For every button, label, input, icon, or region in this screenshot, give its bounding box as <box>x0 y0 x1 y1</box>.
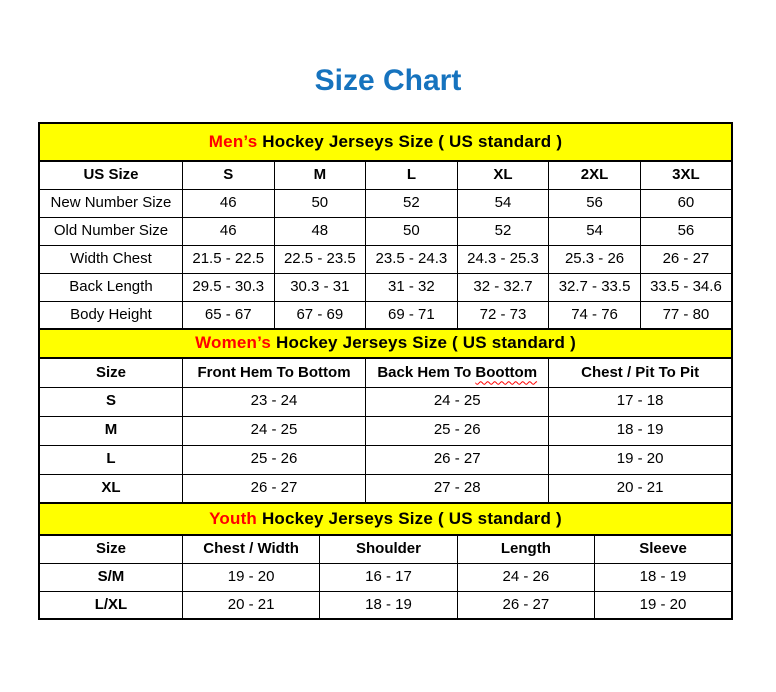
row-label: L/XL <box>39 591 182 619</box>
size-value-cell: 27 - 28 <box>366 474 549 503</box>
size-chart-tables <box>38 122 733 620</box>
size-value-cell: 24 - 25 <box>366 387 549 416</box>
size-value-cell: 25 - 26 <box>182 445 365 474</box>
size-value-cell: 31 - 32 <box>366 273 458 301</box>
table-row <box>39 416 732 445</box>
column-header: Back Hem To Boottom <box>366 358 549 387</box>
size-value-cell: 20 - 21 <box>549 474 732 503</box>
size-value-cell: 24.3 - 25.3 <box>457 245 549 273</box>
size-value-cell: 24 - 26 <box>457 563 594 591</box>
size-value-cell: 18 - 19 <box>595 563 732 591</box>
heading-highlight: Youth <box>209 508 258 528</box>
size-value-cell: 24 - 25 <box>182 416 365 445</box>
size-value-cell: 56 <box>640 217 732 245</box>
size-value-cell: 54 <box>549 217 641 245</box>
size-value-cell: 18 - 19 <box>320 591 457 619</box>
page-title: Size Chart <box>314 64 462 97</box>
size-value-cell: 54 <box>457 189 549 217</box>
row-label: XL <box>39 474 182 503</box>
size-value-cell: 18 - 19 <box>549 416 732 445</box>
size-value-cell: 52 <box>366 189 458 217</box>
size-value-cell: 26 - 27 <box>640 245 732 273</box>
size-value-cell: 19 - 20 <box>549 445 732 474</box>
size-value-cell: 33.5 - 34.6 <box>640 273 732 301</box>
size-value-cell: 16 - 17 <box>320 563 457 591</box>
size-value-cell: 67 - 69 <box>274 301 366 329</box>
column-header: 3XL <box>640 161 732 189</box>
row-label: Back Length <box>39 273 182 301</box>
table-row <box>39 273 732 301</box>
column-header: Size <box>39 358 182 387</box>
youth-section-heading: Youth Hockey Jerseys Size ( US standard ) <box>39 503 732 535</box>
size-value-cell: 26 - 27 <box>182 474 365 503</box>
table-row <box>39 189 732 217</box>
row-label: New Number Size <box>39 189 182 217</box>
size-value-cell: 23.5 - 24.3 <box>366 245 458 273</box>
size-value-cell: 25.3 - 26 <box>549 245 641 273</box>
row-label: Old Number Size <box>39 217 182 245</box>
column-header: Sleeve <box>595 535 732 563</box>
size-value-cell: 56 <box>549 189 641 217</box>
table-row <box>39 474 732 503</box>
mens-section-heading: Men’s Hockey Jerseys Size ( US standard ) <box>39 123 732 161</box>
size-value-cell: 48 <box>274 217 366 245</box>
table-row <box>39 563 732 591</box>
size-value-cell: 29.5 - 30.3 <box>182 273 274 301</box>
table-row <box>39 387 732 416</box>
size-value-cell: 21.5 - 22.5 <box>182 245 274 273</box>
table-row <box>39 245 732 273</box>
size-value-cell: 77 - 80 <box>640 301 732 329</box>
size-value-cell: 25 - 26 <box>366 416 549 445</box>
size-value-cell: 20 - 21 <box>182 591 319 619</box>
column-header: Chest / Width <box>182 535 319 563</box>
size-value-cell: 19 - 20 <box>595 591 732 619</box>
heading-highlight: Women’s <box>195 333 272 353</box>
table-row <box>39 445 732 474</box>
misspelled-word: Boottom <box>475 363 538 381</box>
womens-size-table <box>38 328 733 504</box>
row-label: M <box>39 416 182 445</box>
size-value-cell: 74 - 76 <box>549 301 641 329</box>
womens-section-heading: Women’s Hockey Jerseys Size ( US standard ) <box>39 329 732 358</box>
column-header: Size <box>39 535 182 563</box>
size-value-cell: 26 - 27 <box>457 591 594 619</box>
size-value-cell: 46 <box>182 189 274 217</box>
size-value-cell: 52 <box>457 217 549 245</box>
size-value-cell: 17 - 18 <box>549 387 732 416</box>
column-header: Shoulder <box>320 535 457 563</box>
youth-size-table <box>38 502 733 620</box>
mens-size-table <box>38 122 733 330</box>
row-label: L <box>39 445 182 474</box>
row-label: Body Height <box>39 301 182 329</box>
size-value-cell: 72 - 73 <box>457 301 549 329</box>
size-value-cell: 60 <box>640 189 732 217</box>
table-row <box>39 217 732 245</box>
heading-highlight: Men’s <box>208 131 258 151</box>
size-value-cell: 50 <box>366 217 458 245</box>
size-value-cell: 22.5 - 23.5 <box>274 245 366 273</box>
size-value-cell: 50 <box>274 189 366 217</box>
size-value-cell: 23 - 24 <box>182 387 365 416</box>
column-header: XL <box>457 161 549 189</box>
table-row <box>39 301 732 329</box>
size-value-cell: 32.7 - 33.5 <box>549 273 641 301</box>
row-label: S/M <box>39 563 182 591</box>
row-label: Width Chest <box>39 245 182 273</box>
table-row <box>39 591 732 619</box>
column-header: Length <box>457 535 594 563</box>
size-value-cell: 69 - 71 <box>366 301 458 329</box>
column-header: S <box>182 161 274 189</box>
size-value-cell: 46 <box>182 217 274 245</box>
size-value-cell: 65 - 67 <box>182 301 274 329</box>
size-value-cell: 19 - 20 <box>182 563 319 591</box>
column-header: Front Hem To Bottom <box>182 358 365 387</box>
size-value-cell: 32 - 32.7 <box>457 273 549 301</box>
column-header: M <box>274 161 366 189</box>
size-value-cell: 30.3 - 31 <box>274 273 366 301</box>
column-header: US Size <box>39 161 182 189</box>
column-header: Chest / Pit To Pit <box>549 358 732 387</box>
column-header: 2XL <box>549 161 641 189</box>
size-value-cell: 26 - 27 <box>366 445 549 474</box>
row-label: S <box>39 387 182 416</box>
column-header: L <box>366 161 458 189</box>
